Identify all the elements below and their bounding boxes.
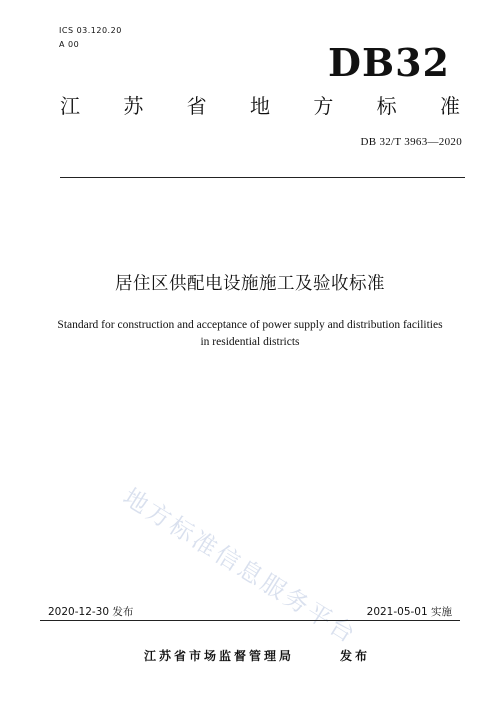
english-title-line: Standard for construction and acceptance of power supply and distribution facilities [57, 319, 443, 331]
standard-number: DB 32/T 3963—2020 [360, 136, 462, 148]
document-title-chinese: 居住区供配电设施施工及验收标准 [115, 274, 385, 294]
ccs-code: A 00 [59, 40, 80, 49]
province-char: 标 [376, 94, 397, 118]
province-standard-heading [60, 96, 460, 116]
english-title-line: in residential districts [200, 336, 300, 348]
province-char: 苏 [123, 94, 144, 118]
issued-label: 发布 [340, 649, 371, 663]
province-char: 地 [249, 94, 270, 118]
province-char: 方 [313, 94, 334, 118]
watermark: 地方标准信息服务平台 [118, 482, 363, 650]
db32-logo: DB32 [328, 40, 450, 85]
header-divider [60, 177, 465, 178]
issuing-authority: 江苏省市场监督管理局 [144, 649, 295, 663]
province-char: 江 [60, 94, 80, 118]
province-char: 准 [439, 94, 460, 118]
province-char: 省 [186, 94, 207, 118]
issue-date: 2020-12-30 发布 [48, 606, 134, 618]
implementation-date: 2021-05-01 实施 [366, 606, 452, 618]
ics-code: ICS 03.120.20 [59, 26, 122, 35]
footer-divider [40, 620, 460, 621]
document-title-english [0, 317, 500, 351]
